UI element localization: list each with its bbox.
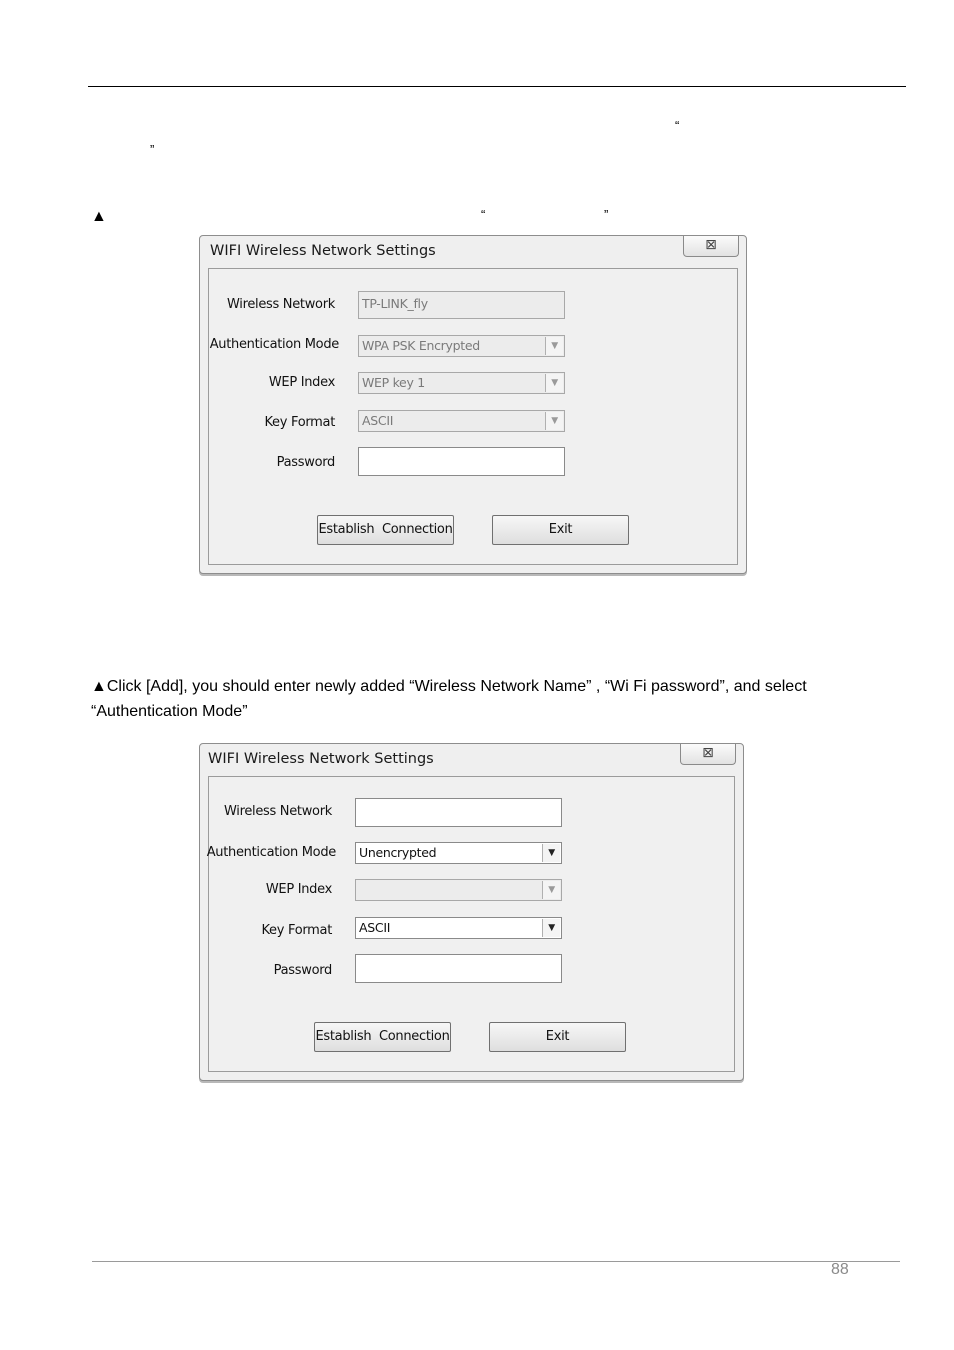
label-wireless-network: Wireless Network: [226, 297, 335, 312]
chevron-down-icon[interactable]: ▼: [545, 412, 563, 430]
label-password: Password: [276, 455, 335, 470]
password-input[interactable]: [358, 447, 565, 476]
authentication-mode-value: Unencrypted: [359, 845, 437, 860]
chevron-down-icon[interactable]: ▼: [542, 881, 560, 899]
establish-connection-button[interactable]: Establish Connection: [314, 1022, 451, 1052]
bullet-marker: ▲: [91, 208, 107, 225]
chevron-down-icon[interactable]: ▼: [542, 844, 560, 862]
exit-button[interactable]: Exit: [492, 515, 629, 545]
dialog-title: WIFI Wireless Network Settings: [208, 751, 434, 767]
label-wep-index: WEP Index: [268, 375, 335, 390]
wep-index-select[interactable]: [358, 372, 565, 394]
label-key-format: Key Format: [264, 415, 335, 430]
chevron-down-icon[interactable]: ▼: [545, 337, 563, 355]
key-format-value: ASCII: [362, 413, 394, 428]
wifi-settings-dialog-2: [199, 743, 744, 1081]
wireless-network-input[interactable]: [355, 798, 562, 827]
label-authentication-mode: Authentication Mode: [206, 845, 336, 860]
quote-close-2: ”: [604, 207, 609, 222]
dialog-title: WIFI Wireless Network Settings: [210, 243, 436, 259]
footer-rule: [92, 1261, 900, 1262]
page-number: 88: [831, 1261, 849, 1278]
wep-index-select[interactable]: [355, 879, 562, 901]
chevron-down-icon[interactable]: ▼: [545, 374, 563, 392]
instruction-line-1: ▲Click [Add], you should enter newly added “Wireless Network Name” , “Wi Fi password”, and select: [91, 678, 807, 695]
password-input[interactable]: [355, 954, 562, 983]
key-format-select[interactable]: [358, 410, 565, 432]
close-icon[interactable]: ⊠: [680, 744, 736, 765]
wep-index-value: WEP key 1: [362, 375, 425, 390]
quote-open-2: “: [481, 207, 486, 222]
authentication-mode-value: WPA PSK Encrypted: [362, 338, 480, 353]
key-format-select[interactable]: [355, 917, 562, 939]
key-format-value: ASCII: [359, 920, 391, 935]
label-authentication-mode: Authentication Mode: [209, 337, 339, 352]
label-key-format: Key Format: [261, 923, 332, 938]
chevron-down-icon[interactable]: ▼: [542, 919, 560, 937]
authentication-mode-select[interactable]: [358, 335, 565, 357]
establish-connection-button[interactable]: Establish Connection: [317, 515, 454, 545]
close-icon[interactable]: ⊠: [683, 236, 739, 257]
authentication-mode-select[interactable]: [355, 842, 562, 864]
label-password: Password: [273, 963, 332, 978]
exit-button[interactable]: Exit: [489, 1022, 626, 1052]
wireless-network-input[interactable]: TP-LINK_fly: [358, 291, 565, 319]
label-wireless-network: Wireless Network: [223, 804, 332, 819]
header-rule: [88, 86, 906, 87]
wifi-settings-dialog-1: [199, 235, 747, 574]
quote-close: ”: [150, 142, 155, 157]
label-wep-index: WEP Index: [265, 882, 332, 897]
instruction-line-2: “Authentication Mode”: [91, 703, 248, 720]
quote-open: “: [675, 118, 680, 133]
